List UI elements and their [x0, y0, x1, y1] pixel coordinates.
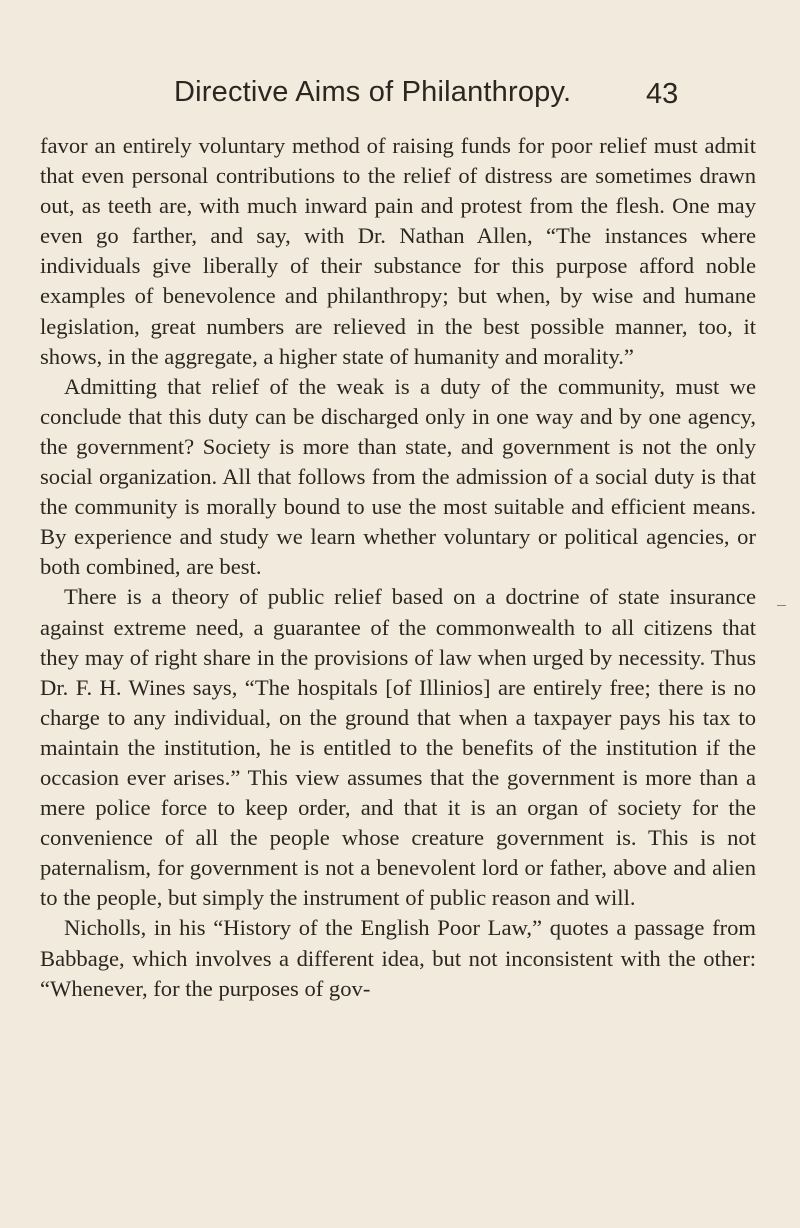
paragraph-nicholls: Nicholls, in his “History of the English Poor Law,” quotes a passage from Babbage, which involves a different idea, but not inconsistent with the other: “Whenever, for the purposes of gov- [40, 915, 756, 1001]
body-text [40, 131, 756, 1004]
running-head [0, 76, 800, 116]
margin-mark [777, 605, 786, 606]
page-number: 43 [646, 78, 679, 110]
paragraph-duty-of-community: Admitting that relief of the weak is a duty of the community, must we conclude that this duty can be discharged only in one way and by one agency, the government? Society is more than state, and government is not the only social organization. All that follows from the admission of a social duty is that the community is morally bound to use the most suitable and efficient means. By experience and study we learn whether voluntary or political agencies, or both combined, are best. [40, 373, 756, 580]
paragraph-state-insurance: There is a theory of public relief based on a doctrine of state insurance against extreme need, a guarantee of the commonwealth to all citizens that they may of right share in the provisions of law when urged by necessity. Thus Dr. F. H. Wines says, “The hospitals [of Illinios] are entirely free; there is no charge to any individual, on the ground that when a taxpayer pays his tax to maintain the institution, he is entitled to the benefits of the institution if the occasion ever arises.” This view assumes that the government is more than a mere police force to keep order, and that it is an organ of society for the convenience of all the people whose creature government is. This is not paternalism, for government is not a benevolent lord or father, above and alien to the people, but simply the instrument of public reason and will. [40, 584, 756, 911]
running-title: Directive Aims of Philanthropy. [174, 76, 572, 108]
paragraph-continuation: favor an entirely voluntary method of raising funds for poor relief must admit that even personal contributions to the relief of distress are sometimes drawn out, as teeth are, with much inward pain and protest from the flesh. One may even go farther, and say, with Dr. Nathan Allen, “The instances where individuals give liberally of their substance for this purpose afford noble examples of benevolence and philanthropy; but when, by wise and humane legislation, great numbers are relieved in the best possible manner, too, it shows, in the aggregate, a higher state of humanity and morality.” [40, 133, 756, 369]
